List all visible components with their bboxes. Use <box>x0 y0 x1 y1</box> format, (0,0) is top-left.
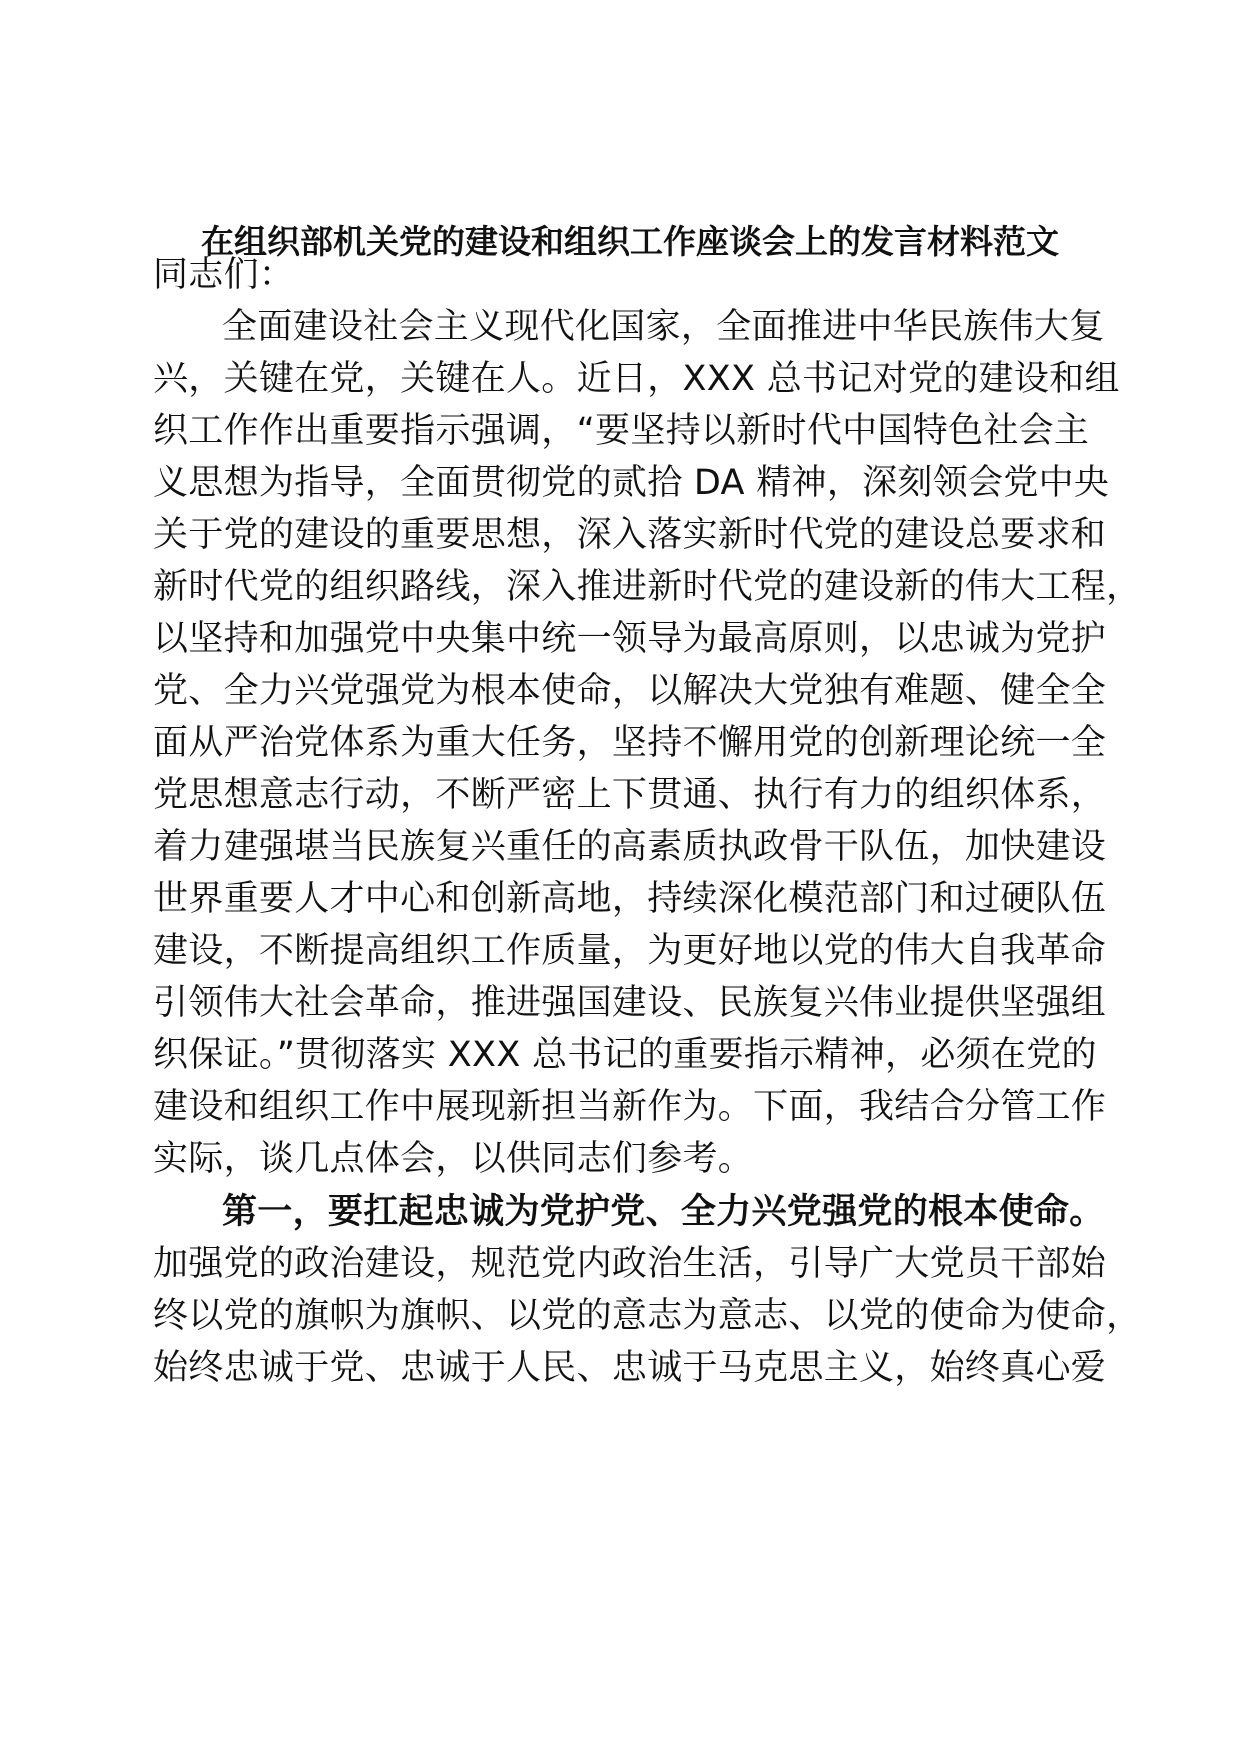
body-line: 全面建设社会主义现代化国家，全面推进中华民族伟大复 <box>222 307 1105 347</box>
body-line: 义思想为指导，全面贯彻党的贰拾 DA 精神，深刻领会党中央 <box>153 463 1110 503</box>
salutation: 同志们： <box>153 255 295 295</box>
body-line: 面从严治党体系为重大任务，坚持不懈用党的创新理论统一全 <box>153 723 1107 763</box>
body-line: 始终忠诚于党、忠诚于人民、忠诚于马克思主义，始终真心爱 <box>153 1348 1107 1388</box>
body-line: 党思想意志行动，不断严密上下贯通、执行有力的组织体系， <box>153 775 1107 815</box>
body-line: 着力建强堪当民族复兴重任的高素质执政骨干队伍，加快建设 <box>153 827 1107 867</box>
body-line: 党、全力兴党强党为根本使命，以解决大党独有难题、健全全 <box>153 671 1107 711</box>
body-line: 世界重要人才中心和创新高地，持续深化模范部门和过硬队伍 <box>153 879 1107 919</box>
body-line: 新时代党的组织路线，深入推进新时代党的建设新的伟大工程， <box>153 567 1142 607</box>
body-line: 以坚持和加强党中央集中统一领导为最高原则，以忠诚为党护 <box>153 619 1107 659</box>
body-line: 引领伟大社会革命，推进强国建设、民族复兴伟业提供坚强组 <box>153 983 1107 1023</box>
document-title: 在组织部机关党的建设和组织工作座谈会上的发言材料范文 <box>201 222 1059 261</box>
body-line: 织保证。”贯彻落实 XXX 总书记的重要指示精神，必须在党的 <box>153 1035 1097 1075</box>
body-line: 织工作作出重要指示强调，“要坚持以新时代中国特色社会主 <box>153 411 1090 451</box>
body-line: 终以党的旗帜为旗帜、以党的意志为意志、以党的使命为使命， <box>153 1296 1142 1336</box>
body-line: 关于党的建设的重要思想，深入落实新时代党的建设总要求和 <box>153 515 1107 555</box>
body-line: 建设，不断提高组织工作质量，为更好地以党的伟大自我革命 <box>153 931 1107 971</box>
body-line: 建设和组织工作中展现新担当新作为。下面，我结合分管工作 <box>153 1087 1107 1127</box>
body-line: 兴，关键在党，关键在人。近日，XXX 总书记对党的建设和组 <box>153 359 1120 399</box>
body-line: 实际，谈几点体会，以供同志们参考。 <box>153 1139 754 1179</box>
section-heading: 第一，要扛起忠诚为党护党、全力兴党强党的根本使命。 <box>222 1192 1105 1232</box>
body-line: 加强党的政治建设，规范党内政治生活，引导广大党员干部始 <box>153 1244 1107 1284</box>
